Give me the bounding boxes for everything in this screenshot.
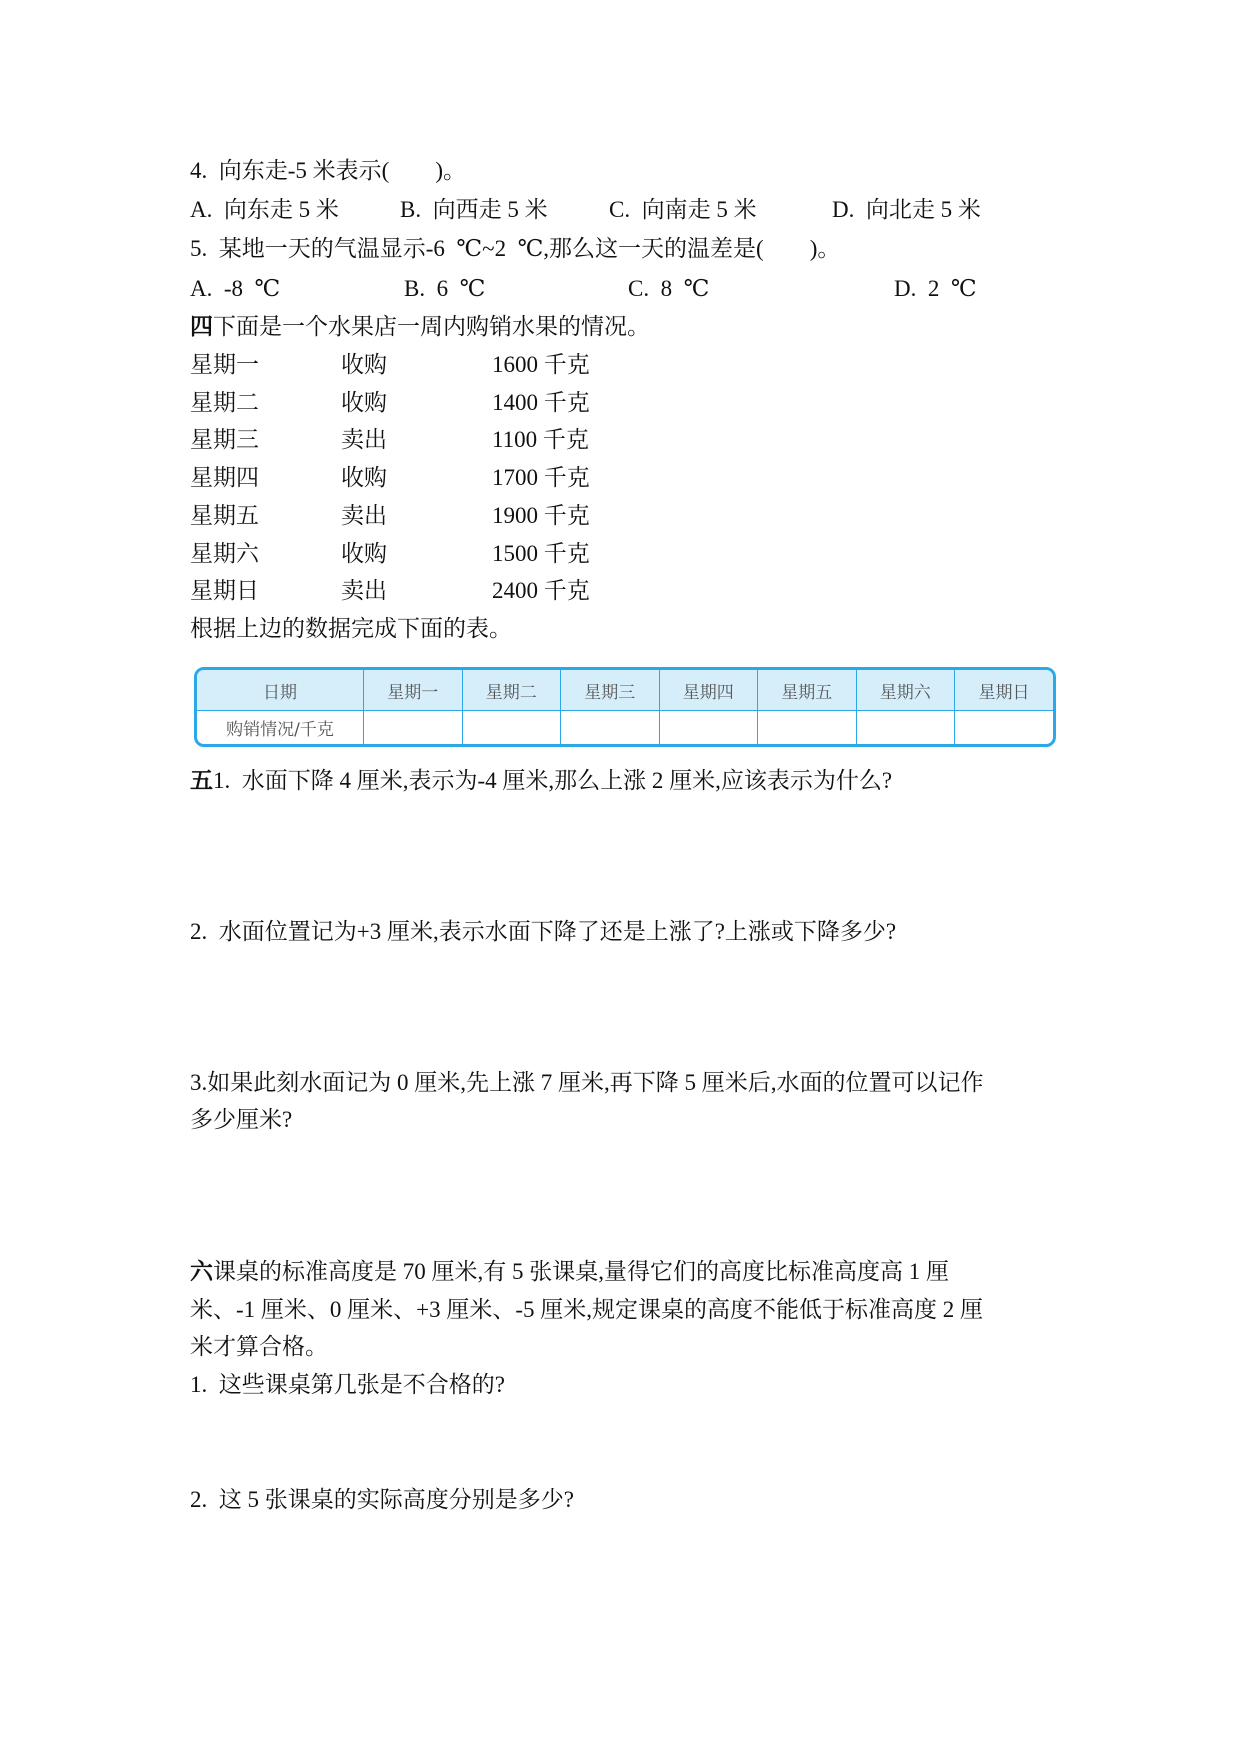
list-amount: 1100 千克	[492, 427, 589, 453]
answer-cell[interactable]	[955, 711, 1054, 745]
answer-cell[interactable]	[462, 711, 561, 745]
header-cell: 星期二	[462, 670, 561, 711]
s6-line2: 米、-1 厘米、0 厘米、+3 厘米、-5 厘米,规定课桌的高度不能低于标准高度 2 厘	[190, 1297, 984, 1322]
s5-q2: 2. 水面位置记为+3 厘米,表示水面下降了还是上涨了?上涨或下降多少?	[190, 919, 897, 944]
q4-option-b: B. 向西走 5 米	[400, 197, 548, 222]
list-day: 星期一	[190, 352, 259, 377]
list-action: 收购	[341, 352, 387, 377]
s6-q2: 2. 这 5 张课桌的实际高度分别是多少?	[190, 1487, 574, 1512]
list-action: 收购	[341, 465, 387, 491]
section-number: 六	[190, 1259, 213, 1284]
answer-cell[interactable]	[758, 711, 857, 745]
list-day: 星期五	[190, 502, 259, 528]
list-day: 星期日	[190, 578, 259, 604]
q4-option-c: C. 向南走 5 米	[609, 197, 757, 222]
q5-option-d: D. 2 ℃	[894, 276, 977, 301]
q4-stem: 4. 向东走-5 米表示( )。	[190, 158, 466, 183]
list-amount: 1600 千克	[492, 352, 590, 377]
list-amount: 1900 千克	[492, 502, 590, 528]
list-day: 星期四	[190, 465, 259, 491]
list-amount: 2400 千克	[492, 578, 590, 604]
q5-stem: 5. 某地一天的气温显示-6 ℃~2 ℃,那么这一天的温差是( )。	[190, 236, 841, 261]
s5-q3-line2: 多少厘米?	[190, 1107, 293, 1132]
s6-line1: 六课桌的标准高度是 70 厘米,有 5 张课桌,量得它们的高度比标准高度高 1 厘	[190, 1259, 949, 1284]
list-day: 星期二	[190, 389, 259, 415]
list-action: 卖出	[341, 578, 387, 604]
q5-option-a: A. -8 ℃	[190, 276, 281, 301]
section-number: 四	[190, 314, 213, 339]
header-cell: 星期六	[856, 670, 955, 711]
header-cell: 星期日	[955, 670, 1054, 711]
s6-q1: 1. 这些课桌第几张是不合格的?	[190, 1372, 505, 1397]
q5-option-c: C. 8 ℃	[628, 276, 710, 301]
answer-cell[interactable]	[856, 711, 955, 745]
table-instruction: 根据上边的数据完成下面的表。	[190, 616, 512, 641]
s6-line3: 米才算合格。	[190, 1334, 328, 1359]
header-cell: 星期五	[758, 670, 857, 711]
answer-cell[interactable]	[364, 711, 463, 745]
header-cell: 日期	[197, 670, 364, 711]
list-action: 收购	[341, 389, 387, 415]
list-amount: 1500 千克	[492, 540, 590, 566]
header-cell: 星期一	[364, 670, 463, 711]
section-number: 五	[190, 768, 213, 793]
table-header-row	[197, 670, 1053, 711]
table-data-row	[197, 711, 1053, 745]
q4-option-d: D. 向北走 5 米	[832, 197, 981, 222]
answer-cell[interactable]	[561, 711, 660, 745]
section-4-title: 四下面是一个水果店一周内购销水果的情况。	[190, 314, 650, 339]
list-action: 卖出	[341, 502, 387, 528]
list-action: 收购	[341, 540, 387, 566]
q4-option-a: A. 向东走 5 米	[190, 197, 339, 222]
header-cell: 星期四	[659, 670, 758, 711]
answer-cell[interactable]	[659, 711, 758, 745]
s5-q3-line1: 3.如果此刻水面记为 0 厘米,先上涨 7 厘米,再下降 5 厘米后,水面的位置可以记作	[190, 1070, 984, 1095]
list-day: 星期六	[190, 540, 259, 566]
list-amount: 1700 千克	[492, 465, 590, 491]
header-cell: 星期三	[561, 670, 660, 711]
list-amount: 1400 千克	[492, 389, 590, 415]
list-action: 卖出	[341, 427, 387, 453]
list-day: 星期三	[190, 427, 259, 453]
q5-option-b: B. 6 ℃	[404, 276, 486, 301]
fill-in-table	[194, 667, 1056, 747]
s5-q1: 五1. 水面下降 4 厘米,表示为-4 厘米,那么上涨 2 厘米,应该表示为什么?	[190, 768, 893, 793]
row-label: 购销情况/千克	[197, 711, 364, 745]
